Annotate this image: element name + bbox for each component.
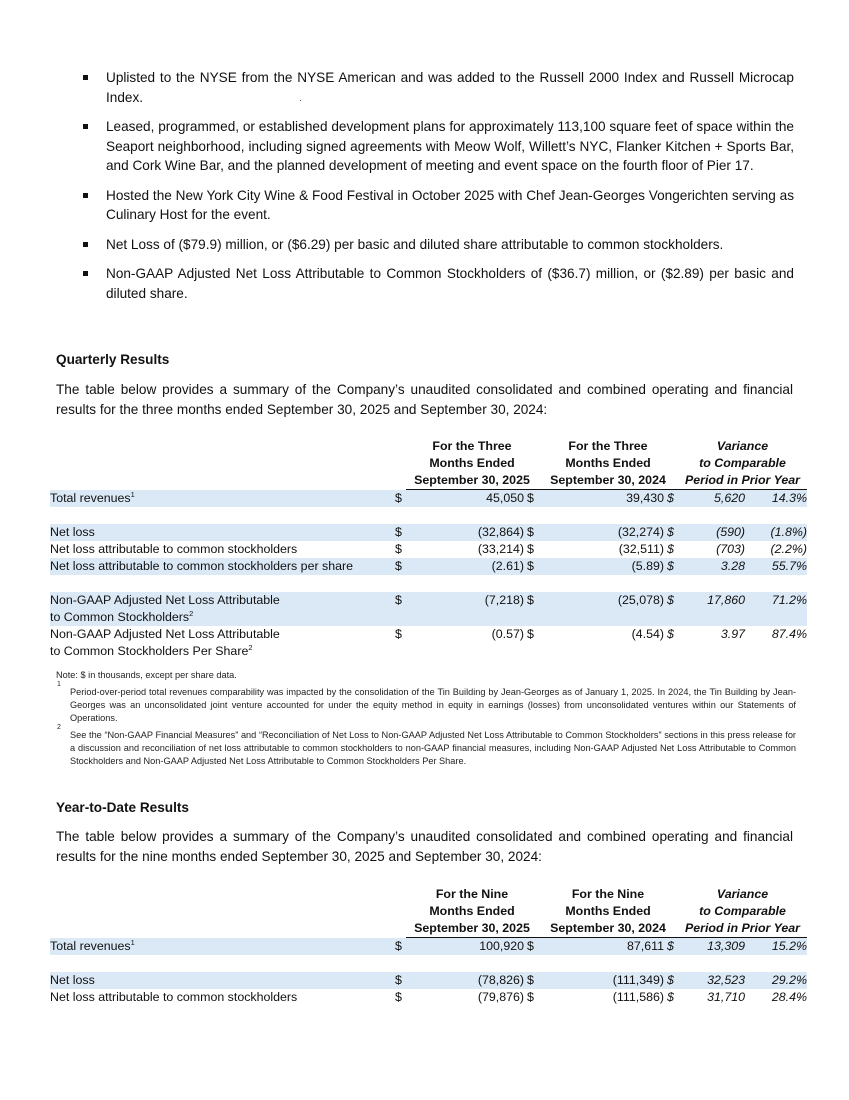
note-text: Note: $ in thousands, except per share data.: [56, 670, 237, 680]
table-row: Net loss attributable to common stockholders per share $ (2.61) $ (5.89) $ 3.28 55.7%: [50, 559, 808, 573]
square-bullet-icon: [83, 271, 88, 276]
col-header-ytd2024: For the Nine Months Ended September 30, 2024: [538, 886, 678, 938]
table-row: Net loss $ (32,864) $ (32,274) $ (590) (1.8%): [50, 525, 808, 539]
ytd-heading: Year-to-Date Results: [56, 800, 189, 815]
square-bullet-icon: [83, 193, 88, 198]
ytd-intro: The table below provides a summary of the Company’s unaudited consolidated and combined operating and financial results for the nine months ended September 30, 2025 and September 30, 2024:: [56, 829, 793, 864]
quarterly-notes: [56, 669, 796, 768]
ytd-header-row: [50, 886, 807, 938]
square-bullet-icon: [83, 242, 88, 247]
row-label: Total revenues$^1$: [50, 490, 392, 508]
bullet-item: Net Loss of ($79.9) million, or ($6.29) per basic and diluted share attributable to common stockholders.: [80, 235, 794, 255]
col-header-ytd2025: For the Nine Months Ended September 30, 2025: [406, 886, 538, 938]
bullet-item: Non-GAAP Adjusted Net Loss Attributable to Common Stockholders of ($36.7) million, or ($2.89) per basic and diluted share.: [80, 264, 794, 303]
col-header-q2025: For the Three Months Ended September 30, 2025: [406, 438, 538, 490]
square-bullet-icon: [83, 124, 88, 129]
quarterly-heading: Quarterly Results: [56, 352, 170, 367]
footnote-1: 1 Period-over-period total revenues comparability was impacted by the consolidation of the Tin Building by Jean-Georges as of January 1, 2025. In 2024, the Tin Building by Jean-Georges was an unconsolidated joint venture accounted for under the equity method in equity in earnings (losses) from unconsolidated ventures within our Statements of Operations.: [57, 681, 796, 723]
table-row: Total revenues$^1$ $ 45,050 $ 39,430 $ 5,620 14.3%: [50, 489, 808, 505]
table-row: Non-GAAP Adjusted Net Loss Attributable to Common Stockholders Per Share$^2$ $ (0.57) $ (4.54) $ 3.97 87.4%: [50, 627, 808, 658]
square-bullet-icon: [83, 75, 88, 80]
table-row: Non-GAAP Adjusted Net Loss Attributable to Common Stockholders$^2$ $ (7,218) $ (25,078) $ 17,860 71.2%: [50, 593, 808, 624]
col-header-q2024: For the Three Months Ended September 30, 2024: [538, 438, 678, 490]
table-row: Net loss attributable to common stockholders $ (79,876) $ (111,586) $ 31,710 28.4%: [50, 990, 808, 1004]
bullet-item: Leased, programmed, or established development plans for approximately 113,100 square feet of space within the Seaport neighborhood, including signed agreements with Meow Wolf, Willett’s NYC, Flanker Kitchen + Sports Bar, and Cork Wine Bar, and the planned development of meeting and event space on the fourth floor of Pier 17.: [80, 117, 794, 176]
quarterly-header-row: [50, 438, 807, 490]
table-row: Net loss attributable to common stockholders $ (33,214) $ (32,511) $ (703) (2.2%): [50, 542, 808, 556]
table-row: Net loss $ (78,826) $ (111,349) $ 32,523 29.2%: [50, 973, 808, 987]
bullet-item: Hosted the New York City Wine & Food Festival in October 2025 with Chef Jean-Georges Vongerichten serving as Culinary Host for the event.: [80, 186, 794, 225]
quarterly-table: [50, 438, 807, 660]
ytd-table: [50, 886, 807, 1006]
col-header-variance: Variance to Comparable Period in Prior Year: [678, 438, 807, 490]
table-row: Total revenues$^1$ $ 100,920 $ 87,611 $ 13,309 15.2%: [50, 937, 808, 953]
bullet-item: Uplisted to the NYSE from the NYSE American and was added to the Russell 2000 Index and Russell Microcap Index.: [80, 68, 794, 107]
quarterly-intro: The table below provides a summary of the Company’s unaudited consolidated and combined operating and financial results for the three months ended September 30, 2025 and September 30, 2024:: [56, 382, 793, 417]
col-header-ytd-variance: Variance to Comparable Period in Prior Year: [678, 886, 807, 938]
footnote-2: 2 See the “Non-GAAP Financial Measures” and “Reconciliation of Net Loss to Non-GAAP Adjusted Net Loss Attributable to Common Stockholders” sections in this press release for a discussion and reconciliation of net loss attributable to common stockholders to non-GAAP financial measures, including Non-GAAP Adjusted Net Loss Attributable to Common Stockholders and Non-GAAP Adjusted Net Loss Attributable to Common Stockholders Per Share.: [57, 724, 796, 766]
highlights-list: [80, 68, 794, 313]
